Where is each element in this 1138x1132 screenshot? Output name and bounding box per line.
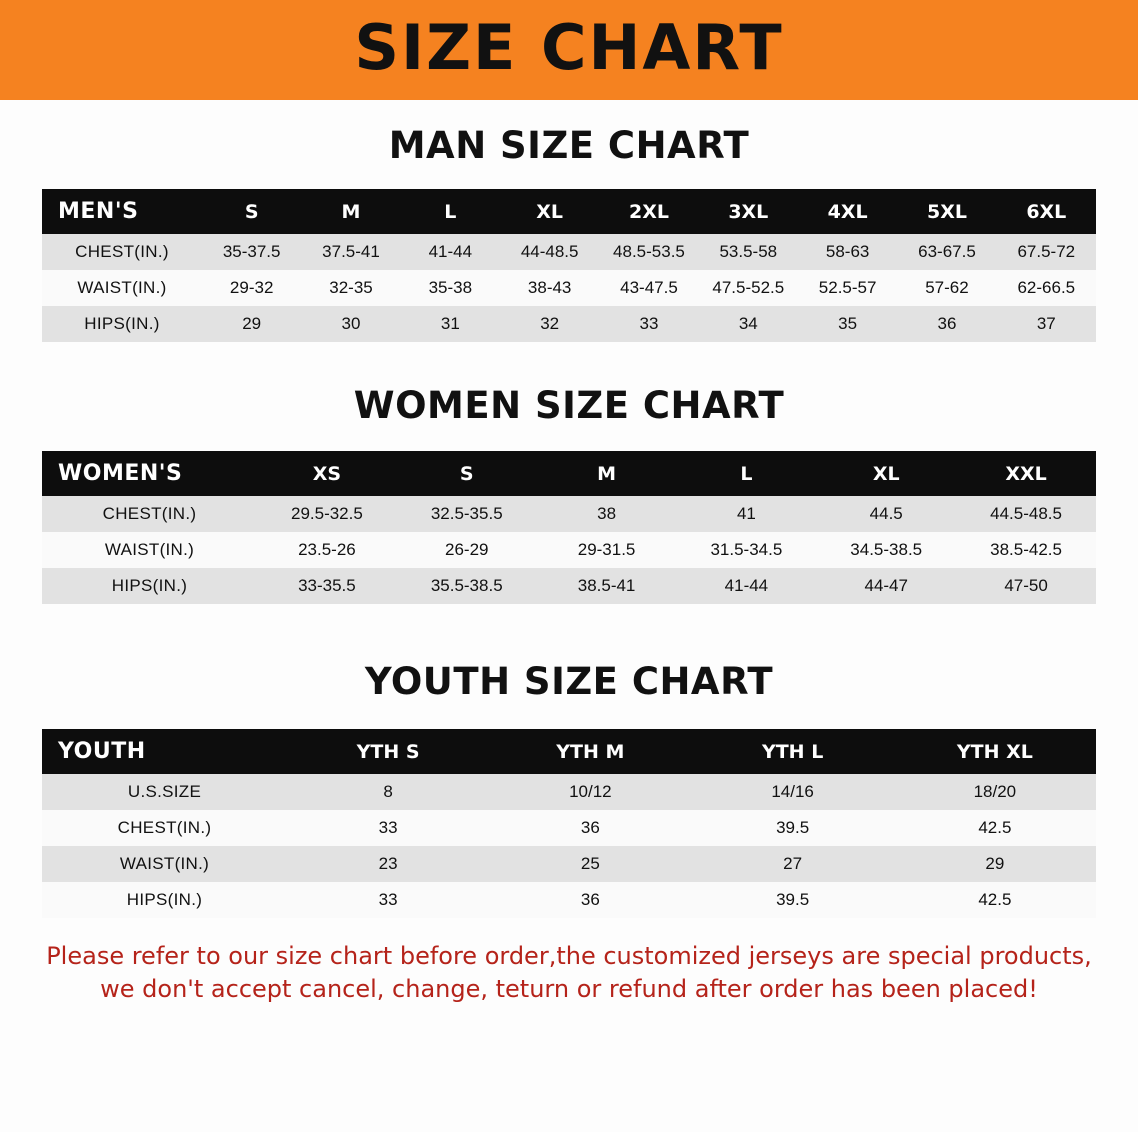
column-header: XL <box>500 189 599 234</box>
column-header: WOMEN'S <box>42 451 257 496</box>
table-cell: 57-62 <box>897 270 996 306</box>
table-cell: 29-32 <box>202 270 301 306</box>
column-header: M <box>537 451 677 496</box>
table-cell: 44.5-48.5 <box>956 496 1096 532</box>
table-cell: 42.5 <box>894 810 1096 846</box>
table-cell: 8 <box>287 774 489 810</box>
column-header: S <box>397 451 537 496</box>
table-cell: 29-31.5 <box>537 532 677 568</box>
table-cell: 39.5 <box>692 810 894 846</box>
table-row <box>42 846 1096 882</box>
youth-table-wrap <box>42 729 1096 918</box>
table-cell: 38.5-41 <box>537 568 677 604</box>
column-header: XL <box>816 451 956 496</box>
table-cell: 38-43 <box>500 270 599 306</box>
column-header: M <box>301 189 400 234</box>
table-row <box>42 496 1096 532</box>
youth-section-heading: YOUTH SIZE CHART <box>364 660 774 703</box>
table-row <box>42 774 1096 810</box>
row-label: CHEST(IN.) <box>42 810 287 846</box>
column-header: YTH M <box>489 729 691 774</box>
table-row <box>42 270 1096 306</box>
table-cell: 32-35 <box>301 270 400 306</box>
table-cell: 36 <box>489 882 691 918</box>
table-cell: 44-47 <box>816 568 956 604</box>
table-header-row <box>42 729 1096 774</box>
table-cell: 30 <box>301 306 400 342</box>
column-header: MEN'S <box>42 189 202 234</box>
table-cell: 23 <box>287 846 489 882</box>
table-cell: 33-35.5 <box>257 568 397 604</box>
table-cell: 33 <box>287 882 489 918</box>
table-cell: 35-38 <box>401 270 500 306</box>
table-cell: 41-44 <box>401 234 500 270</box>
footer-note-line-1: Please refer to our size chart before order,the customized jerseys are special products, <box>46 942 1092 970</box>
table-cell: 31.5-34.5 <box>676 532 816 568</box>
row-label: HIPS(IN.) <box>42 306 202 342</box>
table-cell: 42.5 <box>894 882 1096 918</box>
table-cell: 29 <box>202 306 301 342</box>
table-cell: 27 <box>692 846 894 882</box>
row-label: U.S.SIZE <box>42 774 287 810</box>
table-cell: 14/16 <box>692 774 894 810</box>
footer-note-line-2: we don't accept cancel, change, teturn or refund after order has been placed! <box>100 975 1038 1004</box>
table-cell: 10/12 <box>489 774 691 810</box>
table-cell: 47.5-52.5 <box>699 270 798 306</box>
column-header: 2XL <box>599 189 698 234</box>
row-label: HIPS(IN.) <box>42 882 287 918</box>
table-cell: 29.5-32.5 <box>257 496 397 532</box>
table-cell: 36 <box>897 306 996 342</box>
man-table-wrap <box>42 189 1096 342</box>
women-size-table <box>42 451 1096 604</box>
column-header: 4XL <box>798 189 897 234</box>
table-cell: 32.5-35.5 <box>397 496 537 532</box>
table-cell: 18/20 <box>894 774 1096 810</box>
table-cell: 39.5 <box>692 882 894 918</box>
table-cell: 58-63 <box>798 234 897 270</box>
table-cell: 43-47.5 <box>599 270 698 306</box>
table-cell: 35-37.5 <box>202 234 301 270</box>
table-cell: 33 <box>599 306 698 342</box>
column-header: YTH S <box>287 729 489 774</box>
table-cell: 34.5-38.5 <box>816 532 956 568</box>
table-cell: 53.5-58 <box>699 234 798 270</box>
table-header-row <box>42 451 1096 496</box>
column-header: 5XL <box>897 189 996 234</box>
footer-note <box>38 940 1100 1006</box>
table-header-row <box>42 189 1096 234</box>
table-cell: 25 <box>489 846 691 882</box>
banner <box>0 0 1138 100</box>
table-cell: 47-50 <box>956 568 1096 604</box>
table-cell: 33 <box>287 810 489 846</box>
table-cell: 44.5 <box>816 496 956 532</box>
column-header: L <box>676 451 816 496</box>
column-header: YTH XL <box>894 729 1096 774</box>
column-header: L <box>401 189 500 234</box>
table-row <box>42 234 1096 270</box>
table-cell: 26-29 <box>397 532 537 568</box>
table-cell: 37.5-41 <box>301 234 400 270</box>
column-header: XXL <box>956 451 1096 496</box>
row-label: CHEST(IN.) <box>42 234 202 270</box>
table-cell: 44-48.5 <box>500 234 599 270</box>
women-table-wrap <box>42 451 1096 604</box>
table-row <box>42 532 1096 568</box>
table-row <box>42 810 1096 846</box>
table-cell: 29 <box>894 846 1096 882</box>
table-cell: 34 <box>699 306 798 342</box>
column-header: S <box>202 189 301 234</box>
table-cell: 62-66.5 <box>997 270 1096 306</box>
page-title: SIZE CHART <box>354 11 784 84</box>
table-cell: 63-67.5 <box>897 234 996 270</box>
column-header: YTH L <box>692 729 894 774</box>
table-cell: 31 <box>401 306 500 342</box>
table-cell: 67.5-72 <box>997 234 1096 270</box>
table-cell: 35.5-38.5 <box>397 568 537 604</box>
row-label: HIPS(IN.) <box>42 568 257 604</box>
man-size-table <box>42 189 1096 342</box>
table-row <box>42 568 1096 604</box>
table-cell: 41 <box>676 496 816 532</box>
row-label: CHEST(IN.) <box>42 496 257 532</box>
man-section-heading: MAN SIZE CHART <box>388 124 750 167</box>
table-cell: 38.5-42.5 <box>956 532 1096 568</box>
youth-size-table <box>42 729 1096 918</box>
column-header: XS <box>257 451 397 496</box>
table-cell: 38 <box>537 496 677 532</box>
table-cell: 35 <box>798 306 897 342</box>
table-cell: 37 <box>997 306 1096 342</box>
table-cell: 52.5-57 <box>798 270 897 306</box>
table-row <box>42 882 1096 918</box>
row-label: WAIST(IN.) <box>42 270 202 306</box>
column-header: 3XL <box>699 189 798 234</box>
table-cell: 23.5-26 <box>257 532 397 568</box>
column-header: YOUTH <box>42 729 287 774</box>
row-label: WAIST(IN.) <box>42 846 287 882</box>
table-cell: 41-44 <box>676 568 816 604</box>
table-cell: 36 <box>489 810 691 846</box>
table-cell: 48.5-53.5 <box>599 234 698 270</box>
table-cell: 32 <box>500 306 599 342</box>
column-header: 6XL <box>997 189 1096 234</box>
women-section-heading: WOMEN SIZE CHART <box>353 384 785 427</box>
table-row <box>42 306 1096 342</box>
row-label: WAIST(IN.) <box>42 532 257 568</box>
